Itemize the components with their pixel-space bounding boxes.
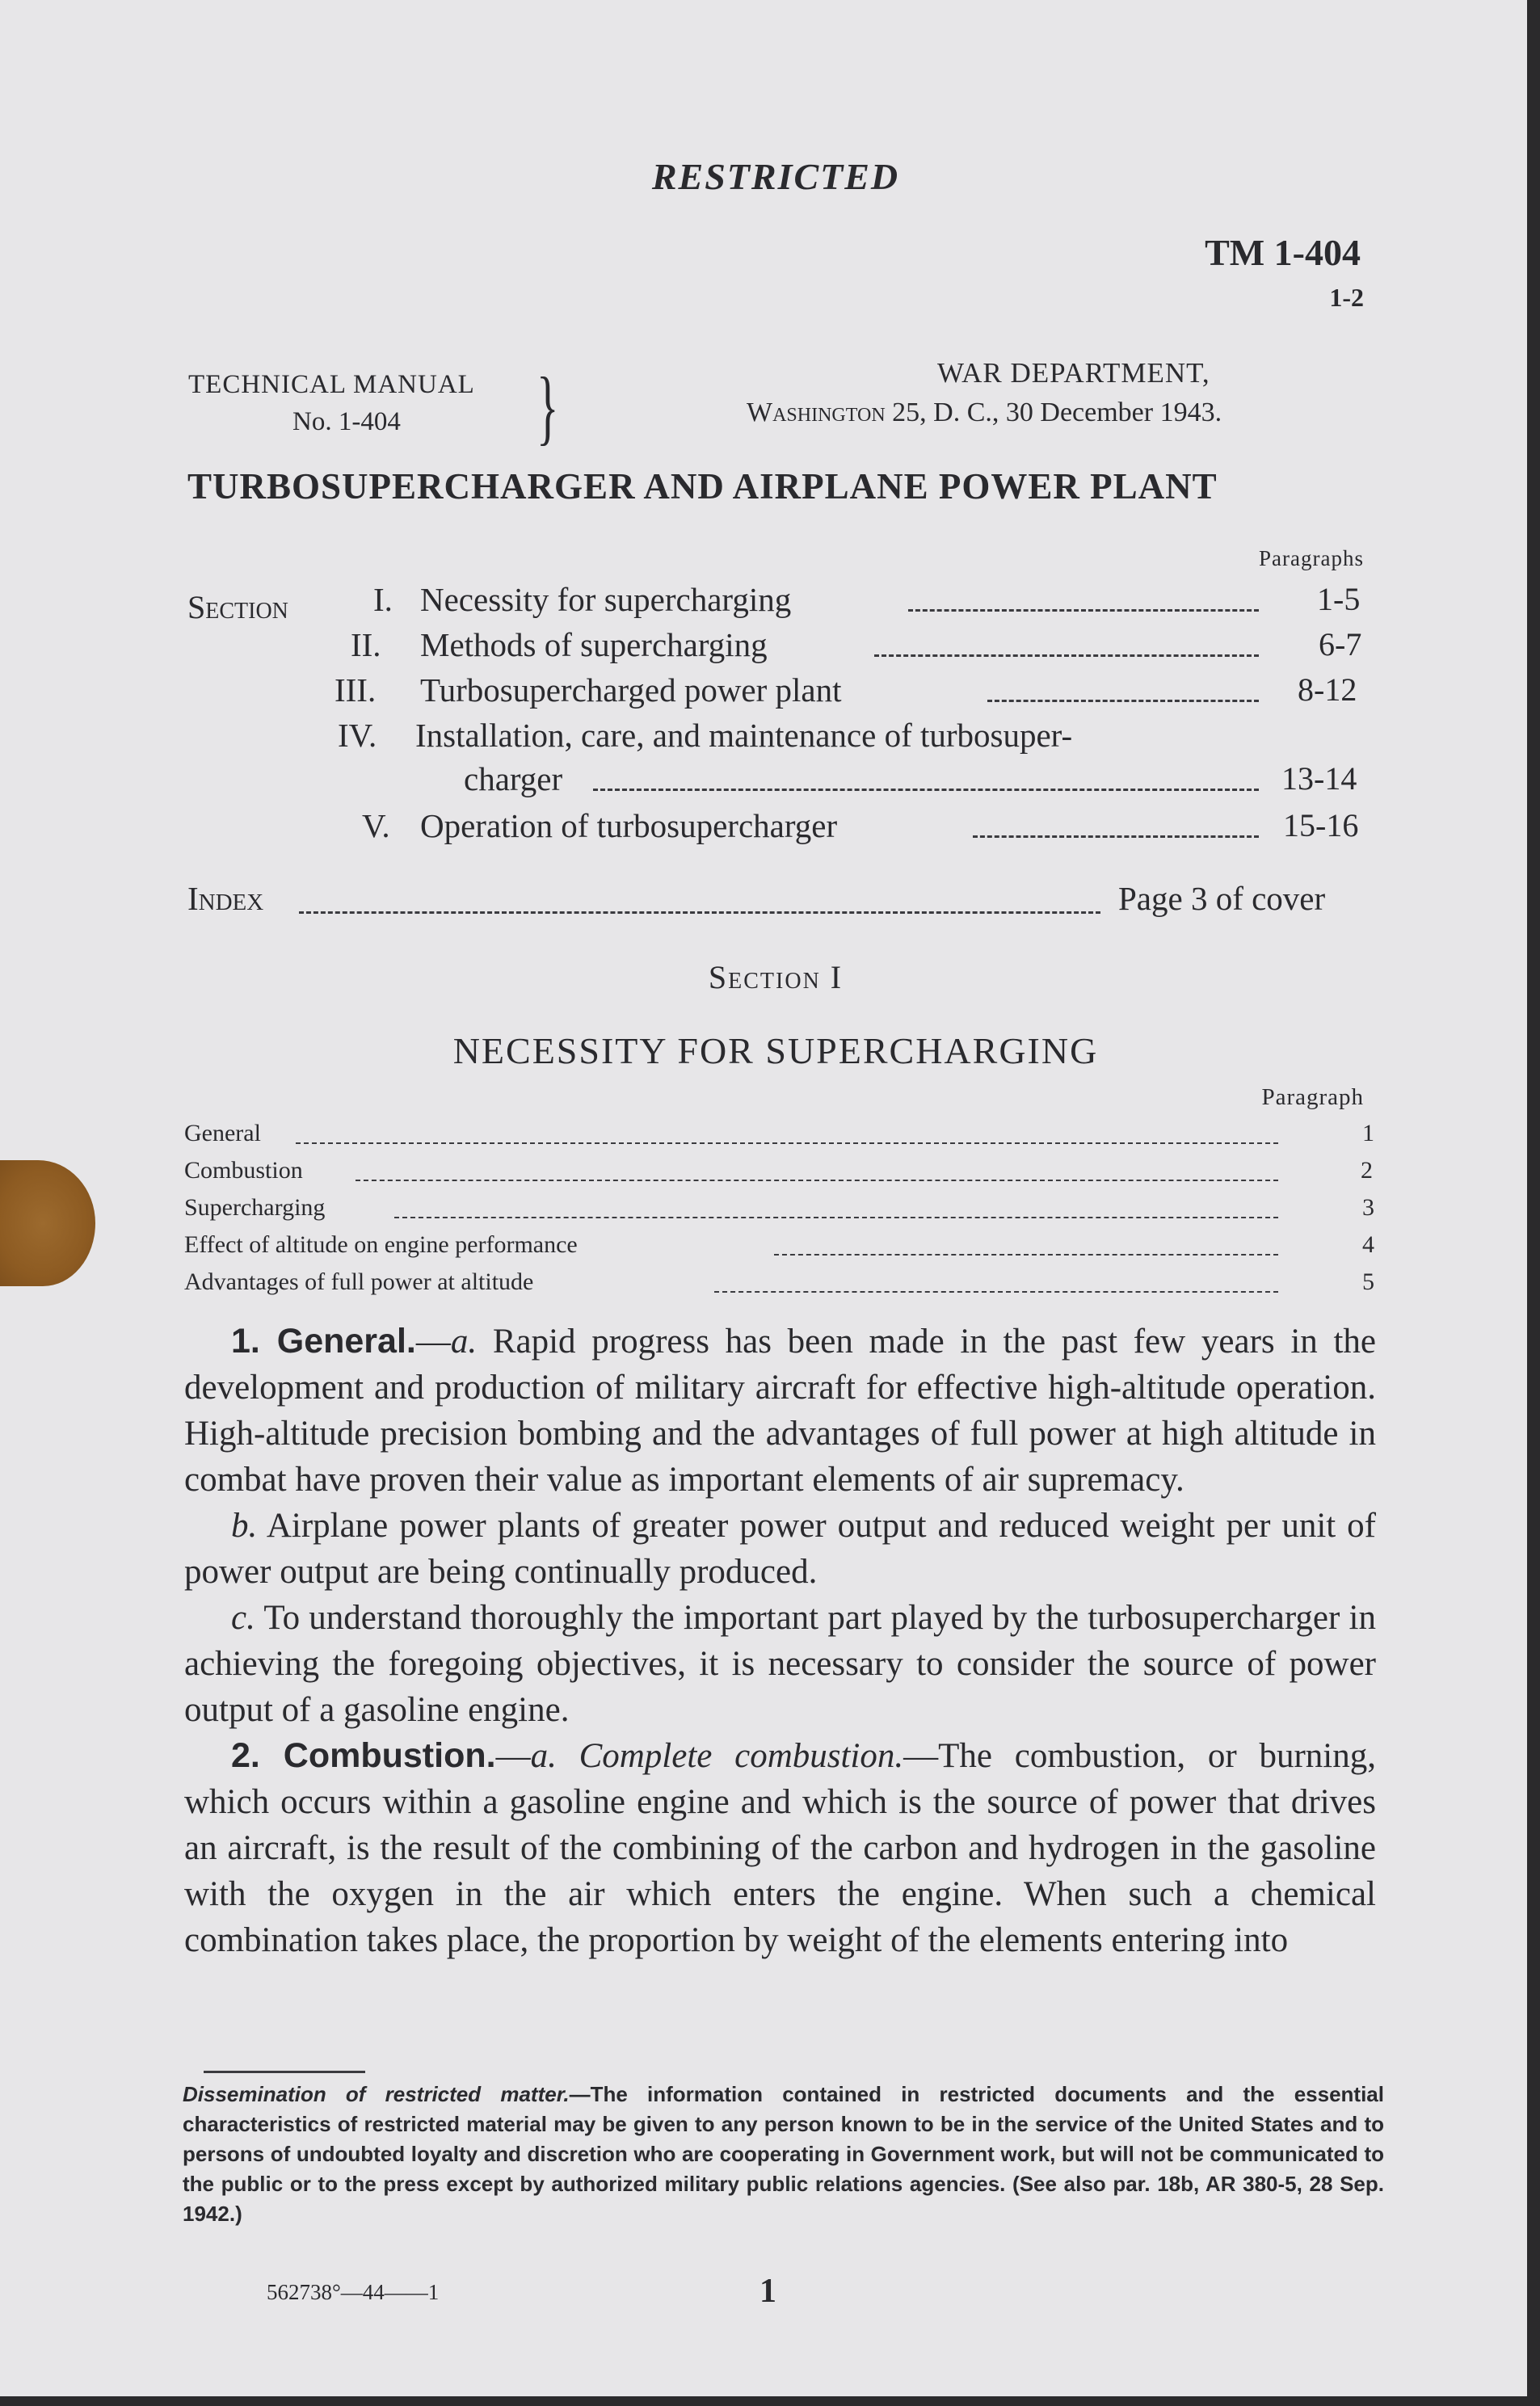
section-item-leader bbox=[394, 1217, 1278, 1218]
footnote: Dissemination of restricted matter.—The information contained in restricted documents and the essential characteristics of restricted material may be given to any person known to be in the service of the United States and to persons of undoubted loyalty and discretion who are cooperating in Government work, but will not be communicated to the public or to the press except by authorized military public relations agencies. (See also par. 18b, AR 380-5, 28 Sep. 1942.) bbox=[183, 2082, 1384, 2226]
section-item-label: Effect of altitude on engine performance bbox=[184, 1231, 578, 1258]
toc-pars: 8-12 bbox=[1298, 671, 1357, 708]
paragraph-combustion-a: 2. Combustion.—a. Complete combustion.—The combustion, or burning, which occurs within a gasoline engine and which is the source of power that drives an aircraft, is the result of the combining of the carbon and hydrogen in the gasoline with the oxygen in the air which enters the engine. When such a chemical combination takes place, the proportion by weight of the elements entering into bbox=[184, 1736, 1376, 1959]
department-date-rest: 25, D. C., 30 December 1943. bbox=[892, 397, 1222, 427]
toc-roman: IV. bbox=[338, 717, 377, 754]
toc-pars: 13-14 bbox=[1281, 760, 1357, 797]
section-item-leader bbox=[714, 1291, 1278, 1293]
toc-roman: I. bbox=[373, 581, 393, 618]
toc-leader bbox=[874, 654, 1259, 657]
brace-mark: } bbox=[536, 360, 559, 453]
section-item-number: 1 bbox=[1362, 1120, 1374, 1146]
document-title: TURBOSUPERCHARGER AND AIRPLANE POWER PLANT bbox=[187, 466, 1218, 507]
toc-column-label: Paragraphs bbox=[1259, 546, 1364, 570]
paragraph-text: To understand thoroughly the important part played by the turbosupercharger in achieving the foregoing objectives, it is necessary to consider the source of power output of a gasoline engine. bbox=[184, 1599, 1376, 1729]
manual-number: No. 1-404 bbox=[292, 407, 401, 436]
toc-title: Installation, care, and maintenance of turbosuper- bbox=[415, 717, 1073, 754]
footnote-lead: Dissemination of restricted matter. bbox=[183, 2082, 570, 2106]
toc-leader bbox=[973, 835, 1259, 838]
section-item-number: 2 bbox=[1361, 1157, 1373, 1184]
section-item-number: 4 bbox=[1362, 1231, 1374, 1258]
subparagraph-title: Complete combustion. bbox=[579, 1737, 904, 1775]
paragraph-general-c bbox=[184, 1595, 1376, 1733]
toc-title: Turbosupercharged power plant bbox=[420, 671, 842, 709]
toc-leader bbox=[908, 609, 1259, 612]
section-item-number: 5 bbox=[1362, 1268, 1374, 1295]
toc-roman: V. bbox=[362, 807, 390, 844]
manual-label: TECHNICAL MANUAL bbox=[188, 370, 475, 399]
footnote-rule bbox=[204, 2071, 365, 2073]
toc-title: Operation of turbosupercharger bbox=[420, 807, 838, 844]
paragraph-text: Rapid progress has been made in the past few years in the development and production of military aircraft for effective high-altitude operation. High-altitude precision bombing and the advantages of full power at high altitude in combat have proven their value as important elements of air supremacy. bbox=[184, 1323, 1377, 1499]
section-item-leader bbox=[296, 1142, 1278, 1144]
print-code: 562738°—44——1 bbox=[267, 2280, 440, 2304]
paragraph-general-a: 1. General.—a. Rapid progress has been made in the past few years in the development and production of military aircraft for effective high-altitude operation. High-altitude precision bombing and the advantages of full power at high altitude in combat have proven their value as important elements of air supremacy. bbox=[184, 1322, 1377, 1499]
toc-pars: 15-16 bbox=[1283, 807, 1359, 843]
index-value: Page 3 of cover bbox=[1118, 880, 1326, 917]
section-item-number: 3 bbox=[1362, 1194, 1374, 1221]
index-leader bbox=[299, 911, 1100, 914]
toc-pars: 6-7 bbox=[1319, 626, 1362, 662]
toc-roman: II. bbox=[351, 626, 381, 663]
paragraph-heading: 1. General. bbox=[231, 1322, 416, 1361]
section-title: NECESSITY FOR SUPERCHARGING bbox=[452, 1030, 1099, 1071]
paragraph-text: Airplane power plants of greater power output and reduced weight per unit of power output are being continually produced. bbox=[184, 1507, 1376, 1591]
section-heading: Section I bbox=[708, 959, 844, 995]
section-item-label: Supercharging bbox=[184, 1194, 326, 1221]
tm-number: TM 1-404 bbox=[1205, 232, 1361, 273]
toc-roman: III. bbox=[335, 671, 377, 709]
paragraph-text: The combustion, or burning, which occurs within a gasoline engine and which is the source of power that drives an aircraft, is the result of the combining of the carbon and hydrogen in the gasoline with the oxygen in the air which enters the engine. When such a chemical combination takes place, the proportion by weight of the elements entering into bbox=[184, 1737, 1376, 1959]
toc-section-word: Section bbox=[187, 589, 288, 625]
toc-title: Methods of supercharging bbox=[420, 626, 768, 663]
section-item-label: General bbox=[184, 1120, 261, 1146]
paragraph-column-label: Paragraph bbox=[1261, 1084, 1364, 1110]
section-item-leader bbox=[356, 1180, 1278, 1181]
page-number: 1 bbox=[759, 2273, 776, 2310]
subparagraph-letter: b. bbox=[231, 1507, 258, 1545]
toc-title-continued: charger bbox=[464, 760, 563, 797]
paragraph-heading: 2. Combustion. bbox=[231, 1736, 496, 1775]
subparagraph-letter: a. bbox=[530, 1737, 557, 1775]
section-item-label: Advantages of full power at altitude bbox=[184, 1268, 534, 1295]
department-name: WAR DEPARTMENT, bbox=[937, 357, 1210, 389]
index-label: Index bbox=[187, 880, 264, 917]
toc-leader bbox=[593, 789, 1259, 791]
classification-marking: RESTRICTED bbox=[651, 156, 900, 197]
department-city: Washington bbox=[747, 397, 886, 427]
department-date bbox=[747, 397, 1222, 428]
toc-pars: 1-5 bbox=[1317, 581, 1361, 617]
subparagraph-letter: a. bbox=[450, 1323, 478, 1361]
toc-title: Necessity for supercharging bbox=[420, 581, 792, 618]
stain-mark bbox=[0, 1160, 95, 1286]
tm-page-range: 1-2 bbox=[1329, 283, 1364, 312]
toc-leader bbox=[987, 700, 1259, 702]
footnote-text: The information contained in restricted documents and the essential characteristics of restricted material may be given to any person known to be in the service of the United States and to persons of undoubted loyalty and discretion who are cooperating in Government work, but will not be communicated to the public or to the press except by authorized military public relations agencies. (See also par. 18b, AR 380-5, 28 Sep. 1942.) bbox=[183, 2082, 1384, 2226]
body-text bbox=[184, 1319, 1376, 1963]
paragraph-general-b bbox=[184, 1503, 1376, 1595]
section-item-label: Combustion bbox=[184, 1157, 303, 1184]
subparagraph-letter: c. bbox=[231, 1599, 255, 1637]
section-item-leader bbox=[774, 1254, 1278, 1256]
